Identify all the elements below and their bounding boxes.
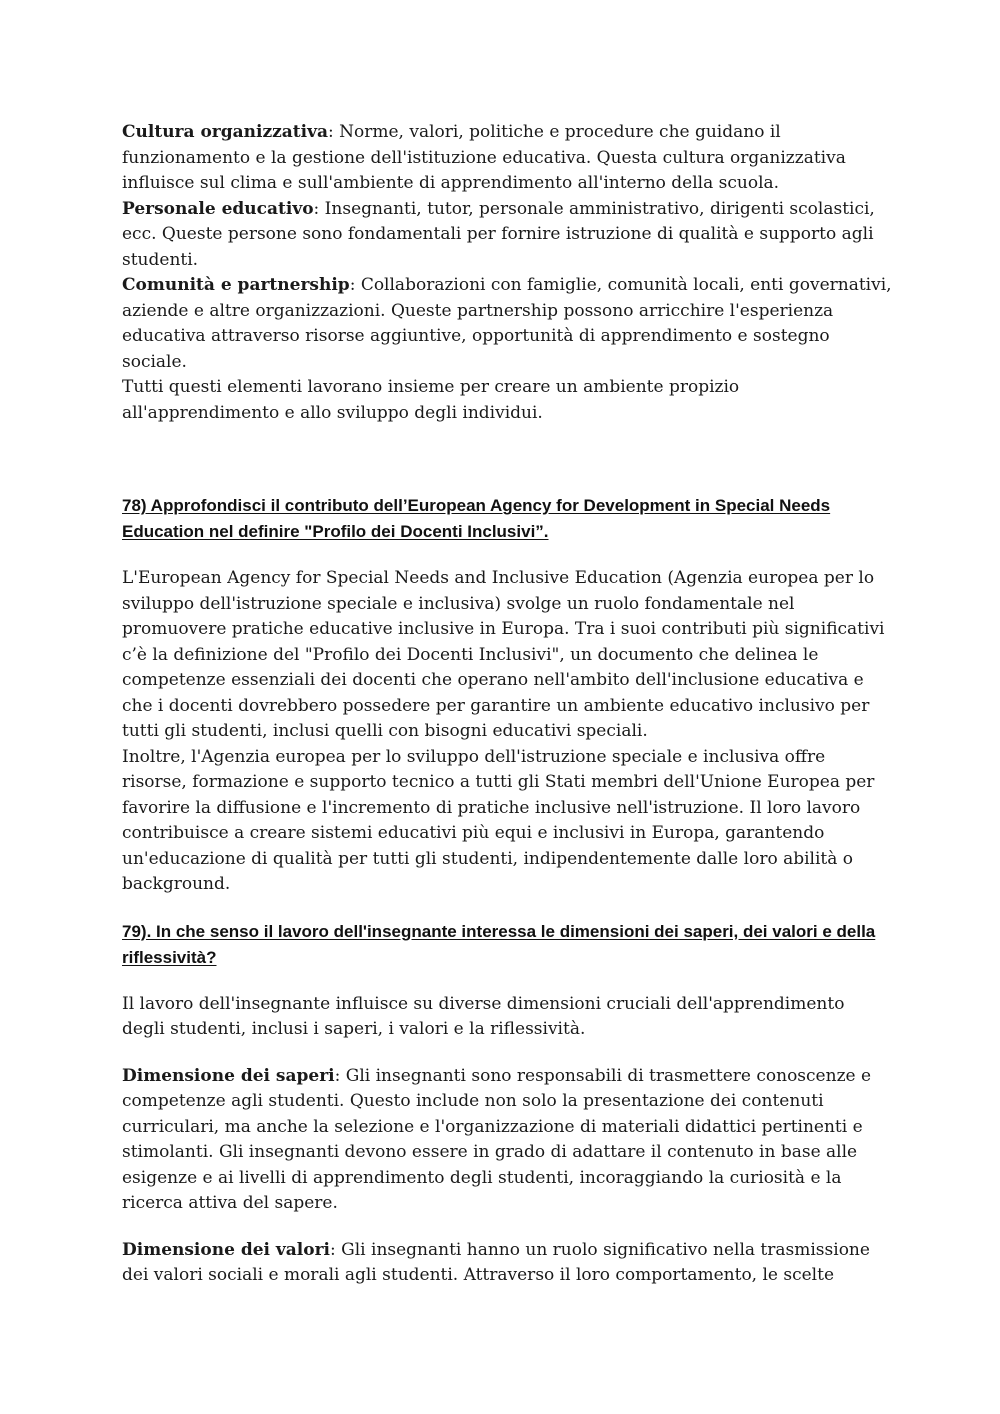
question-78-paragraph-1: L'European Agency for Special Needs and Inclusive Education (Agenzia europea per lo sviluppo dell'istruzione speciale e inclusiva) svolge un ruolo fondamentale nel promuovere pratiche educative inclusive in Europa. Tra i suoi contributi più significativi c’è la definizione del "Profilo dei Docenti Inclusivi", un documento che delinea le competenze essenziali dei docenti che operano nell'ambito dell'inclusione educativa e che i docenti dovrebbero possedere per garantire un ambiente educativo inclusivo per tutti gli studenti, inclusi quelli con bisogni educativi speciali. <box>122 568 885 741</box>
paragraph-cultura-organizzativa <box>122 120 892 197</box>
spacer <box>122 898 892 919</box>
question-78-paragraph-2: Inoltre, l'Agenzia europea per lo sviluppo dell'istruzione speciale e inclusiva offre risorse, formazione e supporto tecnico a tutti gli Stati membri dell'Unione Europea per favorire la diffusione e l'incremento di pratiche inclusive nell'istruzione. Il loro lavoro contribuisce a creare sistemi educativi più equi e inclusivi in Europa, garantendo un'educazione di qualità per tutti gli studenti, indipendentemente dalle loro abilità o background. <box>122 746 875 894</box>
question-79-heading: 79). In che senso il lavoro dell'insegnante interessa le dimensioni dei saperi, dei valori e della riflessività? <box>122 921 876 967</box>
paragraph-dimensione-saperi <box>122 1064 892 1217</box>
spacer <box>122 971 892 992</box>
term-dimensione-valori: Dimensione dei valori <box>122 1239 331 1260</box>
text-dimensione-valori: : Gli insegnanti hanno un ruolo significativo nella trasmissione dei valori sociali e morali agli studenti. Attraverso il loro comportamento, le scelte <box>122 1239 870 1285</box>
document-page <box>122 120 892 1289</box>
term-cultura-organizzativa: Cultura organizzativa <box>122 122 328 142</box>
text-personale-educativo: : Insegnanti, tutor, personale amministrativo, dirigenti scolastici, ecc. Queste persone sono fondamentali per fornire istruzione di qualità e supporto agli studenti. <box>122 198 875 270</box>
term-comunita-partnership: Comunità e partnership <box>122 275 350 295</box>
spacer <box>122 426 892 493</box>
paragraph-comunita-partnership <box>122 273 892 375</box>
term-dimensione-saperi: Dimensione dei saperi <box>122 1065 335 1086</box>
question-79-intro: Il lavoro dell'insegnante influisce su diverse dimensioni cruciali dell'apprendimento degli studenti, inclusi i saperi, i valori e la riflessività. <box>122 993 845 1039</box>
term-personale-educativo: Personale educativo <box>122 198 314 219</box>
paragraph-dimensione-valori <box>122 1238 892 1289</box>
paragraph-closing: Tutti questi elementi lavorano insieme per creare un ambiente propizio all'apprendimento e allo sviluppo degli individui. <box>122 377 740 423</box>
spacer <box>122 545 892 566</box>
paragraph-personale-educativo <box>122 197 892 274</box>
question-78-heading: 78) Approfondisci il contributo dell’European Agency for Development in Special Needs Education nel definire "Profilo dei Docenti Inclusivi”. <box>122 496 831 541</box>
text-dimensione-saperi: : Gli insegnanti sono responsabili di trasmettere conoscenze e competenze agli studenti. Questo include non solo la presentazione dei contenuti curriculari, ma anche la selezione e l'organizzazione di materiali didattici pertinenti e stimolanti. Gli insegnanti devono essere in grado di adattare il contenuto in base alle esigenze e ai livelli di apprendimento degli studenti, incoraggiando la curiosità e la ricerca attiva del sapere. <box>122 1065 872 1213</box>
spacer <box>122 1043 892 1064</box>
text-comunita-partnership: : Collaborazioni con famiglie, comunità locali, enti governativi, aziende e altre organizzazioni. Queste partnership possono arricchire l'esperienza educativa attraverso risorse aggiuntive, opportunità di apprendimento e sostegno sociale. <box>122 275 892 372</box>
spacer <box>122 1217 892 1238</box>
text-cultura-organizzativa: : Norme, valori, politiche e procedure che guidano il funzionamento e la gestione dell'istituzione educativa. Questa cultura organizzativa influisce sul clima e sull'ambiente di apprendimento all'interno della scuola. <box>122 122 846 193</box>
